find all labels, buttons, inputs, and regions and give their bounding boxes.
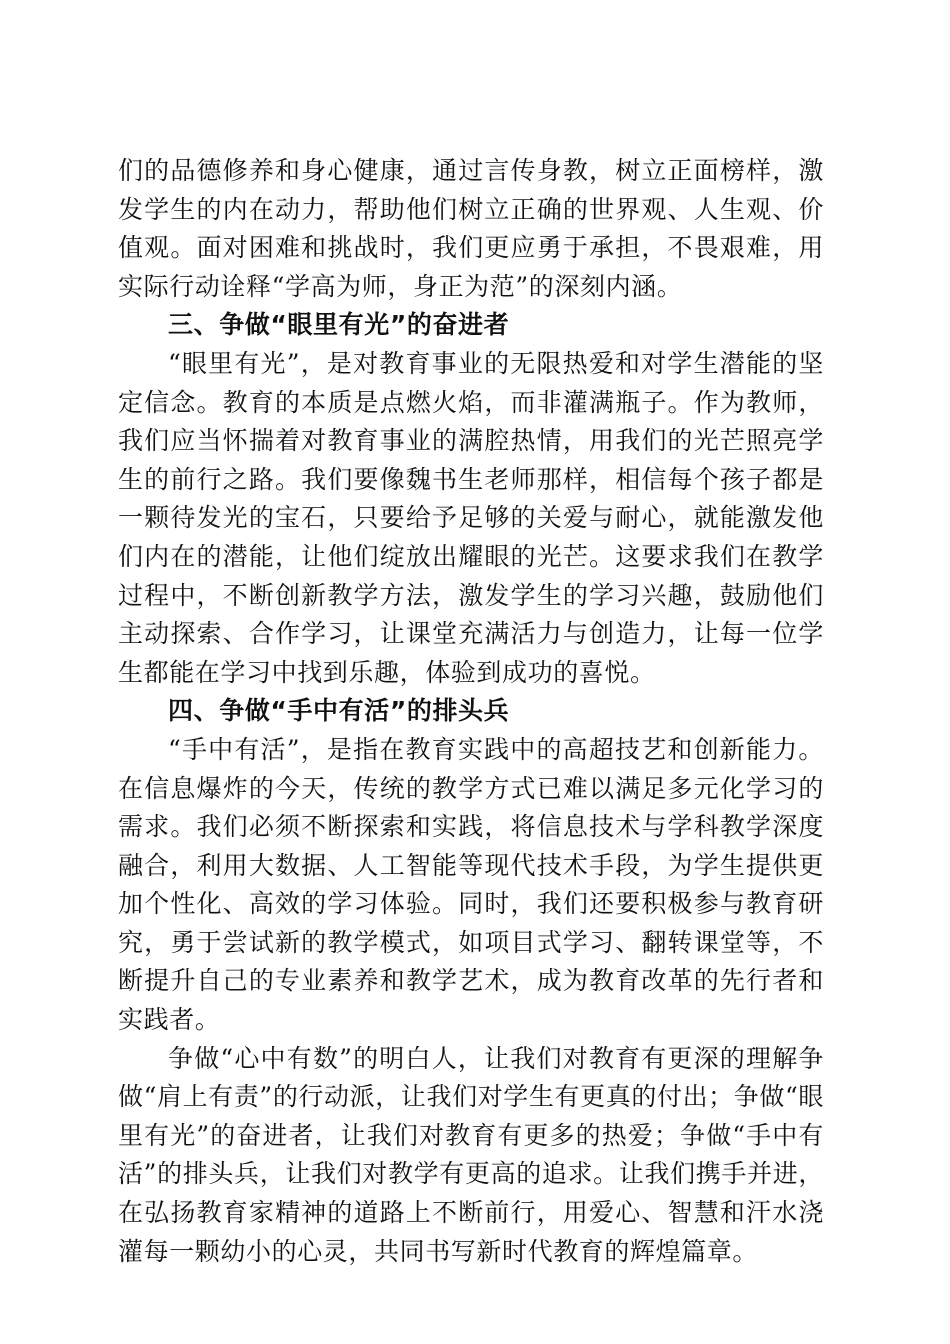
document-page [118, 152, 824, 1271]
continuation-paragraph: 们的品德修养和身心健康，通过言传身教，树立正面榜样，激发学生的内在动力，帮助他们树立正确的世界观、人生观、价值观。面对困难和挑战时，我们更应勇于承担，不畏艰难，用实际行动诠释“学高为师，身正为范”的深刻内涵。 [118, 156, 824, 301]
section-4-paragraph: “手中有活”，是指在教育实践中的高超技艺和创新能力。在信息爆炸的今天，传统的教学方式已难以满足多元化学习的需求。我们必须不断探索和实践，将信息技术与学科教学深度融合，利用大数据、人工智能等现代技术手段，为学生提供更加个性化、高效的学习体验。同时，我们还要积极参与教育研究，勇于尝试新的教学模式，如项目式学习、翻转课堂等，不断提升自己的专业素养和教学艺术，成为教育改革的先行者和实践者。 [118, 734, 824, 1035]
section-3-paragraph: “眼里有光”，是对教育事业的无限热爱和对学生潜能的坚定信念。教育的本质是点燃火焰，而非灌满瓶子。作为教师，我们应当怀揣着对教育事业的满腔热情，用我们的光芒照亮学生的前行之路。我们要像魏书生老师那样，相信每个孩子都是一颗待发光的宝石，只要给予足够的关爱与耐心，就能激发他们内在的潜能，让他们绽放出耀眼的光芒。这要求我们在教学过程中，不断创新教学方法，激发学生的学习兴趣，鼓励他们主动探索、合作学习，让课堂充满活力与创造力，让每一位学生都能在学习中找到乐趣，体验到成功的喜悦。 [118, 348, 824, 687]
section-3-heading: 三、争做“眼里有光”的奋进者 [168, 310, 510, 340]
section-4-heading: 四、争做“手中有活”的排头兵 [168, 696, 510, 726]
conclusion-paragraph: 争做“心中有数”的明白人，让我们对教育有更深的理解争做“肩上有责”的行动派，让我们对学生有更真的付出；争做“眼里有光”的奋进者，让我们对教育有更多的热爱；争做“手中有活”的排头兵，让我们对教学有更高的追求。让我们携手并进，在弘扬教育家精神的道路上不断前行，用爱心、智慧和汗水浇灌每一颗幼小的心灵，共同书写新时代教育的辉煌篇章。 [118, 1043, 824, 1266]
